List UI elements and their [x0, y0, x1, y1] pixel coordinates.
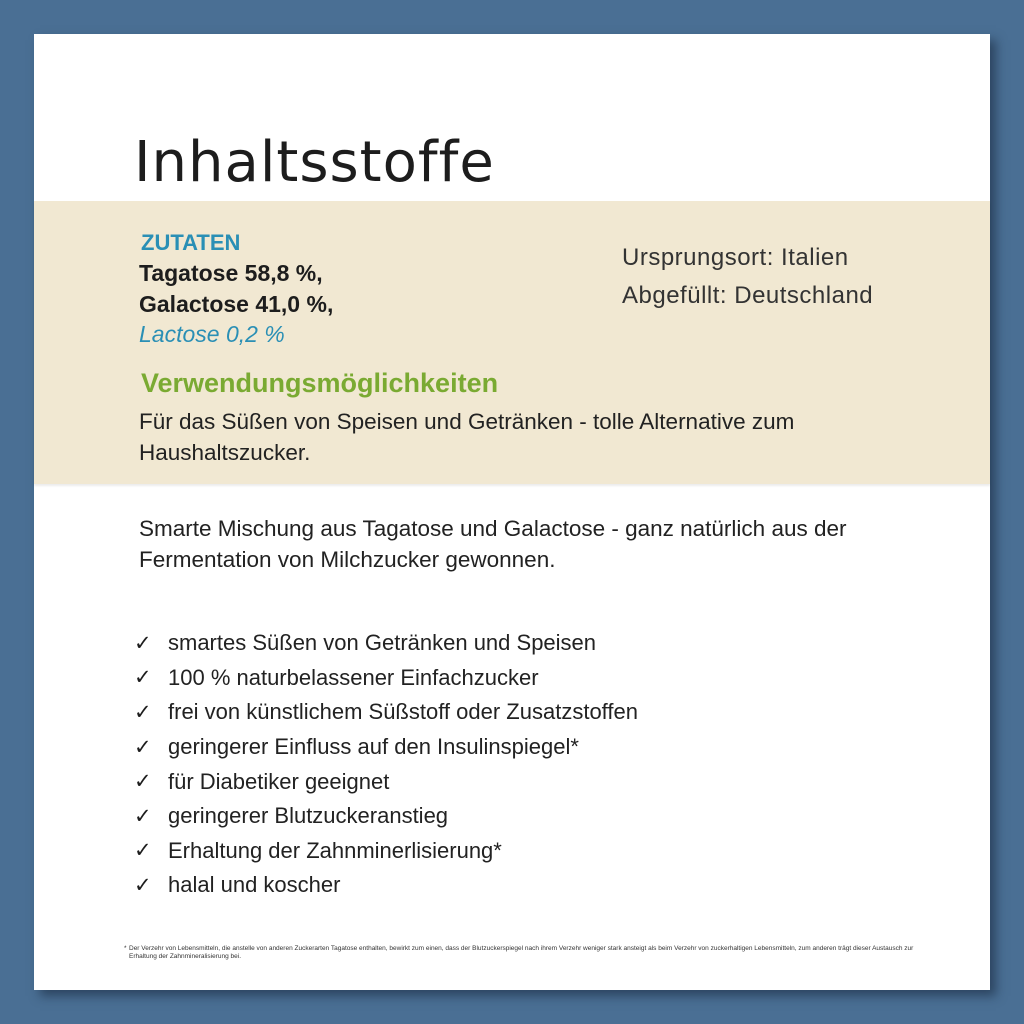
list-item: [134, 868, 638, 903]
benefits-list: [134, 626, 638, 903]
benefit-text: 100 % naturbelassener Einfachzucker: [168, 664, 539, 690]
list-item: [134, 730, 638, 765]
benefit-text: smartes Süßen von Getränken und Speisen: [168, 630, 597, 656]
benefit-text: geringerer Blutzuckeranstieg: [168, 803, 449, 829]
check-icon: ✓: [134, 839, 152, 863]
benefit-text: Erhaltung der Zahnminerlisierung*: [168, 837, 502, 863]
intro-text: Smarte Mischung aus Tagatose und Galactose - ganz natürlich aus der Fermentation von Milchzucker gewonnen.: [139, 516, 847, 572]
benefit-text: frei von künstlichem Süßstoff oder Zusatzstoffen: [168, 699, 638, 725]
page-title: Inhaltsstoffe: [134, 130, 495, 195]
list-item: [134, 626, 638, 661]
usage-text: Für das Süßen von Speisen und Getränken - tolle Alternative zum Haushaltszucker.: [139, 409, 795, 465]
footnote: [124, 945, 929, 960]
ingredient-item: Galactose 41,0 %,: [139, 291, 334, 317]
check-icon: ✓: [134, 631, 152, 655]
origin-country: Ursprungsort: Italien: [622, 244, 849, 271]
list-item: [134, 695, 638, 730]
check-icon: ✓: [134, 770, 152, 794]
usage-heading: Verwendungsmöglichkeiten: [141, 368, 499, 398]
footnote-marker: *: [124, 945, 127, 952]
benefit-text: für Diabetiker geeignet: [168, 768, 390, 794]
ingredients-card: [34, 34, 990, 990]
check-icon: ✓: [134, 735, 152, 759]
check-icon: ✓: [134, 873, 152, 897]
footnote-text: Der Verzehr von Lebensmitteln, die anstelle von anderen Zuckerarten Tagatose enthalten, bewirkt zum einen, dass der Blutzuckerspiegel nach ihrem Verzehr weniger stark ansteigt als beim Verzehr von zuckerhaltigen Lebensmitteln, zum anderen trägt dieser Austausch zur Erhaltung der Zahnmineralisierung bei.: [129, 945, 914, 960]
benefit-text: geringerer Einfluss auf den Insulinspiegel*: [168, 734, 579, 760]
ingredient-item: Lactose 0,2 %: [139, 321, 285, 347]
check-icon: ✓: [134, 666, 152, 690]
bottling-country: Abgefüllt: Deutschland: [622, 282, 874, 309]
benefit-text: halal und koscher: [168, 872, 341, 898]
list-item: [134, 661, 638, 696]
ingredients-heading: ZUTATEN: [141, 230, 241, 255]
check-icon: ✓: [134, 700, 152, 724]
list-item: [134, 834, 638, 869]
ingredient-item: Tagatose 58,8 %,: [139, 260, 323, 286]
check-icon: ✓: [134, 804, 152, 828]
list-item: [134, 764, 638, 799]
list-item: [134, 799, 638, 834]
